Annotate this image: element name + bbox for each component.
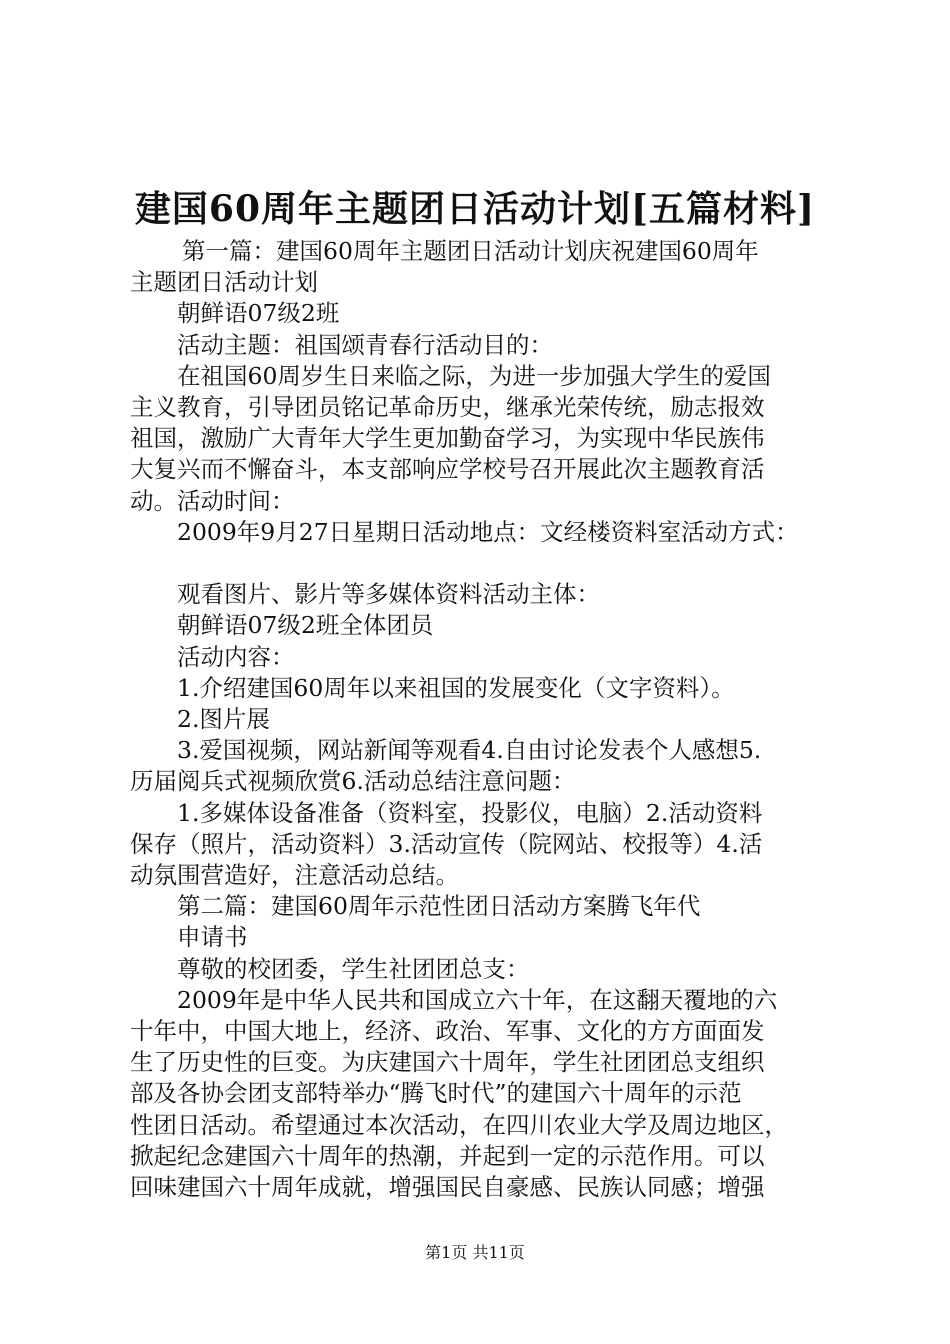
paragraph-line: 回味建国六十周年成就，增强国民自豪感、民族认同感；增强 <box>130 1173 765 1202</box>
paragraph-line: 活动主题：祖国颂青春行活动目的： <box>177 330 553 359</box>
paragraph-line: 十年中，中国大地上，经济、政治、军事、文化的方方面面发 <box>130 1017 765 1046</box>
paragraph-line: 1.介绍建国60周年以来祖国的发展变化（文字资料）。 <box>177 673 735 702</box>
paragraph-line: 3.爱国视频，网站新闻等观看4.自由讨论发表个人感想5. <box>177 736 762 765</box>
paragraph-line: 申请书 <box>177 923 248 952</box>
paragraph-line: 大复兴而不懈奋斗，本支部响应学校号召开展此次主题教育活 <box>130 455 765 484</box>
paragraph-line: 主义教育，引导团员铭记革命历史，继承光荣传统，励志报效 <box>130 393 765 422</box>
paragraph-line: 第二篇：建国60周年示范性团日活动方案腾飞年代 <box>177 892 701 921</box>
paragraph-line: 观看图片、影片等多媒体资料活动主体： <box>177 580 600 609</box>
paragraph-line: 朝鲜语07级2班 <box>177 299 340 328</box>
document-title: 建国60周年主题团日活动计划[五篇材料] <box>134 188 816 230</box>
paragraph-line: 掀起纪念建国六十周年的热潮，并起到一定的示范作用。可以 <box>130 1141 765 1170</box>
paragraph-line: 朝鲜语07级2班全体团员 <box>177 611 434 640</box>
paragraph-line: 在祖国60周岁生日来临之际，为进一步加强大学生的爱国 <box>177 361 771 390</box>
paragraph-line: 生了历史性的巨变。为庆建国六十周年，学生社团团总支组织 <box>130 1048 765 1077</box>
paragraph-line: 历届阅兵式视频欣赏6.活动总结注意问题： <box>130 767 576 796</box>
paragraph-line: 活动内容： <box>177 642 295 671</box>
paragraph-line: 祖国，激励广大青年大学生更加勤奋学习，为实现中华民族伟 <box>130 424 765 453</box>
paragraph-line: 性团日活动。希望通过本次活动，在四川农业大学及周边地区， <box>130 1110 788 1139</box>
paragraph-line: 动氛围营造好，注意活动总结。 <box>130 861 459 890</box>
paragraph-line: 动。活动时间： <box>130 486 295 515</box>
paragraph-line: 1.多媒体设备准备（资料室，投影仪，电脑）2.活动资料 <box>177 798 763 827</box>
paragraph-line: 部及各协会团支部特举办“腾飞时代”的建国六十周年的示范 <box>130 1079 742 1108</box>
blank-line <box>130 548 835 579</box>
paragraph-line: 尊敬的校团委，学生社团团总支： <box>177 954 530 983</box>
paragraph-line: 2009年是中华人民共和国成立六十年，在这翻天覆地的六 <box>177 985 778 1014</box>
paragraph-line: 第一篇：建国60周年主题团日活动计划庆祝建国60周年 <box>182 237 759 265</box>
page-footer: 第1页 共11页 <box>425 1243 525 1262</box>
paragraph-line: 保存（照片，活动资料）3.活动宣传（院网站、校报等）4.活 <box>130 829 763 858</box>
paragraph-line: 2009年9月27日星期日活动地点：文经楼资料室活动方式： <box>177 517 799 546</box>
document-body <box>130 236 835 1203</box>
paragraph-line: 主题团日活动计划 <box>130 268 318 297</box>
paragraph-line: 2.图片展 <box>177 705 270 734</box>
